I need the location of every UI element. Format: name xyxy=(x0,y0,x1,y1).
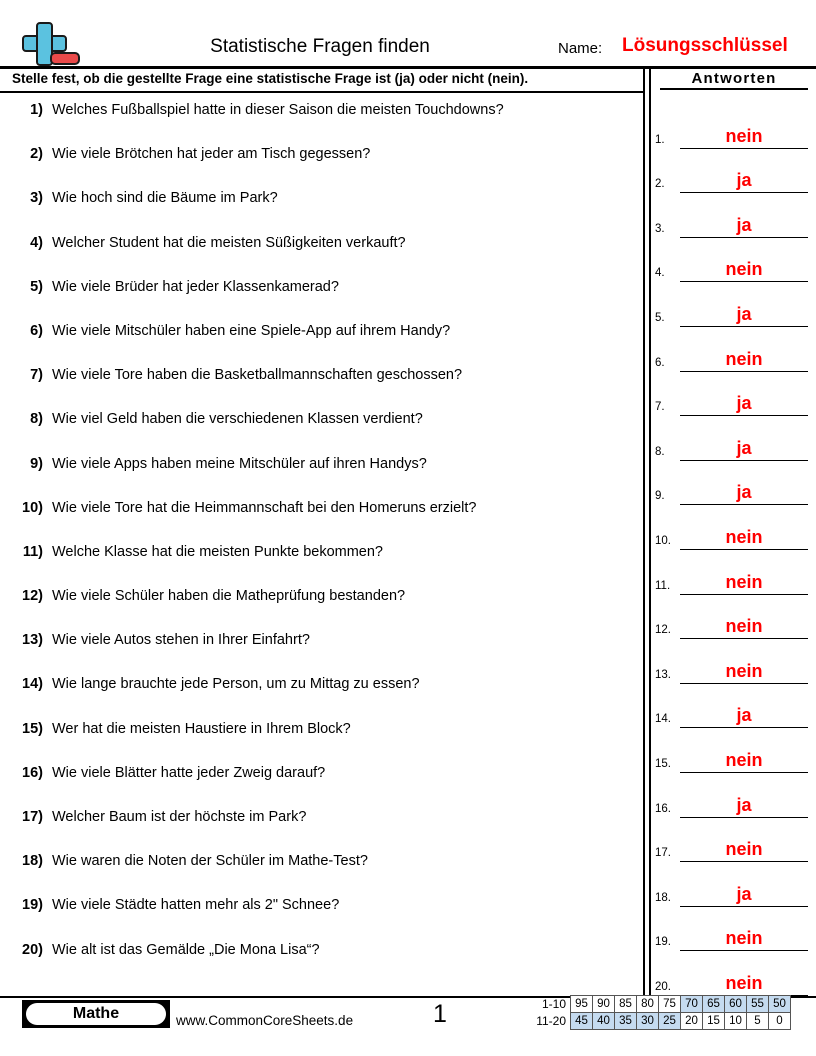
score-table-body xyxy=(528,996,791,1030)
answer-value: ja xyxy=(736,393,752,414)
score-cell: 25 xyxy=(659,1013,681,1030)
answer-value: nein xyxy=(725,660,763,681)
answer-number: 11. xyxy=(655,579,671,592)
answer-value: ja xyxy=(736,303,752,324)
answer-number: 15. xyxy=(655,757,671,770)
question-number: 19) xyxy=(22,897,43,914)
score-cell: 85 xyxy=(615,996,637,1013)
question-number: 1) xyxy=(30,102,43,118)
question-row xyxy=(0,140,640,184)
score-cell: 90 xyxy=(593,996,615,1013)
answer-row xyxy=(655,193,816,238)
answer-row xyxy=(655,104,816,149)
answer-row xyxy=(655,639,816,684)
score-cell: 40 xyxy=(593,1013,615,1030)
score-table-row xyxy=(528,996,791,1013)
answer-value: ja xyxy=(736,214,752,235)
question-text: Wie viel Geld haben die verschiedenen Klassen verdient? xyxy=(52,411,423,428)
question-number: 15) xyxy=(22,720,43,737)
answer-row xyxy=(655,862,816,907)
question-row xyxy=(0,96,640,140)
question-row xyxy=(0,450,640,494)
answer-value: ja xyxy=(736,705,752,726)
answer-number: 1. xyxy=(655,133,665,146)
question-number: 12) xyxy=(22,588,43,605)
header-divider-rule xyxy=(0,66,816,69)
answer-key-label: Lösungsschlüssel xyxy=(622,35,788,56)
question-row xyxy=(0,715,640,759)
question-text: Wie viele Tore haben die Basketballmannschaften geschossen? xyxy=(52,367,463,384)
answer-number: 18. xyxy=(655,891,671,904)
answer-row xyxy=(655,818,816,863)
score-cell: 65 xyxy=(703,996,725,1013)
question-row xyxy=(0,273,640,317)
question-row xyxy=(0,891,640,935)
answer-number: 8. xyxy=(655,445,665,458)
answer-row xyxy=(655,773,816,818)
question-number: 11) xyxy=(22,543,43,560)
answer-row xyxy=(655,461,816,506)
answer-number: 13. xyxy=(655,668,671,681)
question-number: 16) xyxy=(22,764,43,781)
page-number: 1 xyxy=(433,1000,447,1028)
question-row xyxy=(0,494,640,538)
score-cell: 80 xyxy=(637,996,659,1013)
answer-row xyxy=(655,282,816,327)
question-text: Wie viele Tore hat die Heimmannschaft bei den Homeruns erzielt? xyxy=(52,499,477,516)
answer-row xyxy=(655,327,816,372)
question-number: 17) xyxy=(22,809,43,825)
answer-row xyxy=(655,505,816,550)
score-cell: 95 xyxy=(571,996,593,1013)
answer-value: nein xyxy=(725,839,763,860)
score-range-label: 11-20 xyxy=(536,1014,566,1028)
answer-number: 6. xyxy=(655,356,665,369)
column-divider-left xyxy=(643,68,645,998)
answer-number: 12. xyxy=(655,624,671,637)
question-row xyxy=(0,405,640,449)
answer-row xyxy=(655,372,816,417)
question-text: Wie lange brauchte jede Person, um zu Mittag zu essen? xyxy=(52,676,420,693)
score-range-label: 1-10 xyxy=(541,997,566,1011)
question-number: 9) xyxy=(30,455,43,472)
questions-list xyxy=(0,96,640,980)
answer-number: 3. xyxy=(655,222,665,235)
answer-number: 2. xyxy=(655,178,665,191)
answer-value: nein xyxy=(725,526,763,547)
question-number: 10) xyxy=(22,499,43,516)
question-row xyxy=(0,582,640,626)
subject-badge-label: Mathe xyxy=(26,1003,166,1025)
question-text: Wie viele Mitschüler haben eine Spiele-App auf ihrem Handy? xyxy=(52,322,451,339)
question-text: Welcher Student hat die meisten Süßigkeiten verkauft? xyxy=(52,234,406,251)
score-cell: 60 xyxy=(725,996,747,1013)
instructions-text: Stelle fest, ob die gestellte Frage eine statistische Frage ist (ja) oder nicht (nein). xyxy=(12,71,529,86)
score-cell: 55 xyxy=(747,996,769,1013)
answer-row xyxy=(655,907,816,952)
score-cell: 5 xyxy=(747,1013,769,1030)
question-number: 14) xyxy=(22,676,43,693)
answer-row xyxy=(655,684,816,729)
answer-value: ja xyxy=(736,482,752,503)
question-number: 20) xyxy=(22,941,43,958)
question-row xyxy=(0,936,640,980)
score-cell: 15 xyxy=(703,1013,725,1030)
question-text: Welcher Baum ist der höchste im Park? xyxy=(52,809,307,825)
answer-value: nein xyxy=(725,749,763,770)
answer-row xyxy=(655,951,816,996)
question-text: Wie viele Blätter hatte jeder Zweig darauf? xyxy=(52,764,326,781)
answer-number: 7. xyxy=(655,401,665,414)
question-text: Wie viele Brötchen hat jeder am Tisch gegessen? xyxy=(52,146,371,163)
question-row xyxy=(0,317,640,361)
score-cell: 35 xyxy=(615,1013,637,1030)
page-title: Statistische Fragen finden xyxy=(210,36,430,57)
question-number: 6) xyxy=(30,322,43,339)
answer-value: ja xyxy=(736,170,752,191)
answer-value: nein xyxy=(725,928,763,949)
answers-column-header: Antworten xyxy=(660,70,808,90)
question-text: Wie viele Brüder hat jeder Klassenkamerad? xyxy=(52,278,339,295)
answer-number: 19. xyxy=(655,936,671,949)
question-row xyxy=(0,847,640,891)
question-text: Wie viele Städte hatten mehr als 2" Schnee? xyxy=(52,897,340,914)
name-label: Name: xyxy=(558,40,603,57)
answer-number: 10. xyxy=(655,534,671,547)
answer-number: 17. xyxy=(655,847,671,860)
question-number: 3) xyxy=(30,190,43,207)
answer-row xyxy=(655,550,816,595)
score-cell: 45 xyxy=(571,1013,593,1030)
score-cell: 10 xyxy=(725,1013,747,1030)
question-row xyxy=(0,184,640,228)
answer-row xyxy=(655,728,816,773)
score-table xyxy=(528,995,791,1030)
question-row xyxy=(0,759,640,803)
question-text: Wer hat die meisten Haustiere in Ihrem Block? xyxy=(52,720,351,737)
answer-number: 9. xyxy=(655,490,665,503)
answer-row xyxy=(655,595,816,640)
question-number: 13) xyxy=(22,632,43,649)
question-row xyxy=(0,803,640,847)
subject-badge xyxy=(22,1000,170,1028)
question-number: 8) xyxy=(30,411,43,428)
score-cell: 75 xyxy=(659,996,681,1013)
answer-row xyxy=(655,149,816,194)
question-number: 2) xyxy=(30,146,43,163)
answer-row xyxy=(655,238,816,283)
answer-value: nein xyxy=(725,616,763,637)
answer-row xyxy=(655,416,816,461)
answers-list xyxy=(655,104,816,996)
question-text: Wie viele Apps haben meine Mitschüler auf ihren Handys? xyxy=(52,455,427,472)
question-text: Wie viele Autos stehen in Ihrer Einfahrt? xyxy=(52,632,310,649)
question-number: 7) xyxy=(30,367,43,384)
question-text: Wie viele Schüler haben die Matheprüfung bestanden? xyxy=(52,588,406,605)
column-divider-right xyxy=(649,68,651,998)
answer-number: 20. xyxy=(655,980,671,993)
score-cell: 50 xyxy=(769,996,791,1013)
answer-value: nein xyxy=(725,348,763,369)
question-row xyxy=(0,229,640,273)
question-row xyxy=(0,626,640,670)
question-text: Welche Klasse hat die meisten Punkte bekommen? xyxy=(52,543,383,560)
score-cell: 70 xyxy=(681,996,703,1013)
instructions-divider-rule xyxy=(0,91,643,93)
question-number: 18) xyxy=(22,853,43,870)
answer-value: nein xyxy=(725,972,763,993)
question-row xyxy=(0,670,640,714)
website-url: www.CommonCoreSheets.de xyxy=(176,1013,354,1028)
question-text: Wie waren die Noten der Schüler im Mathe-Test? xyxy=(52,853,368,870)
score-cell: 30 xyxy=(637,1013,659,1030)
answer-value: ja xyxy=(736,794,752,815)
question-number: 5) xyxy=(30,278,43,295)
question-text: Wie hoch sind die Bäume im Park? xyxy=(52,190,278,207)
answer-value: ja xyxy=(736,437,752,458)
answer-number: 16. xyxy=(655,802,671,815)
score-cell: 20 xyxy=(681,1013,703,1030)
score-cell: 0 xyxy=(769,1013,791,1030)
question-row xyxy=(0,361,640,405)
answer-number: 5. xyxy=(655,311,665,324)
answer-value: nein xyxy=(725,571,763,592)
answer-number: 14. xyxy=(655,713,671,726)
question-row xyxy=(0,538,640,582)
answer-number: 4. xyxy=(655,267,665,280)
question-text: Welches Fußballspiel hatte in dieser Saison die meisten Touchdowns? xyxy=(52,102,504,118)
question-text: Wie alt ist das Gemälde „Die Mona Lisa“? xyxy=(52,941,320,958)
worksheet-header xyxy=(0,0,816,68)
score-table-row xyxy=(528,1013,791,1030)
answer-value: nein xyxy=(725,259,763,280)
answer-value: ja xyxy=(736,883,752,904)
answer-value: nein xyxy=(725,125,763,146)
question-number: 4) xyxy=(30,234,43,251)
